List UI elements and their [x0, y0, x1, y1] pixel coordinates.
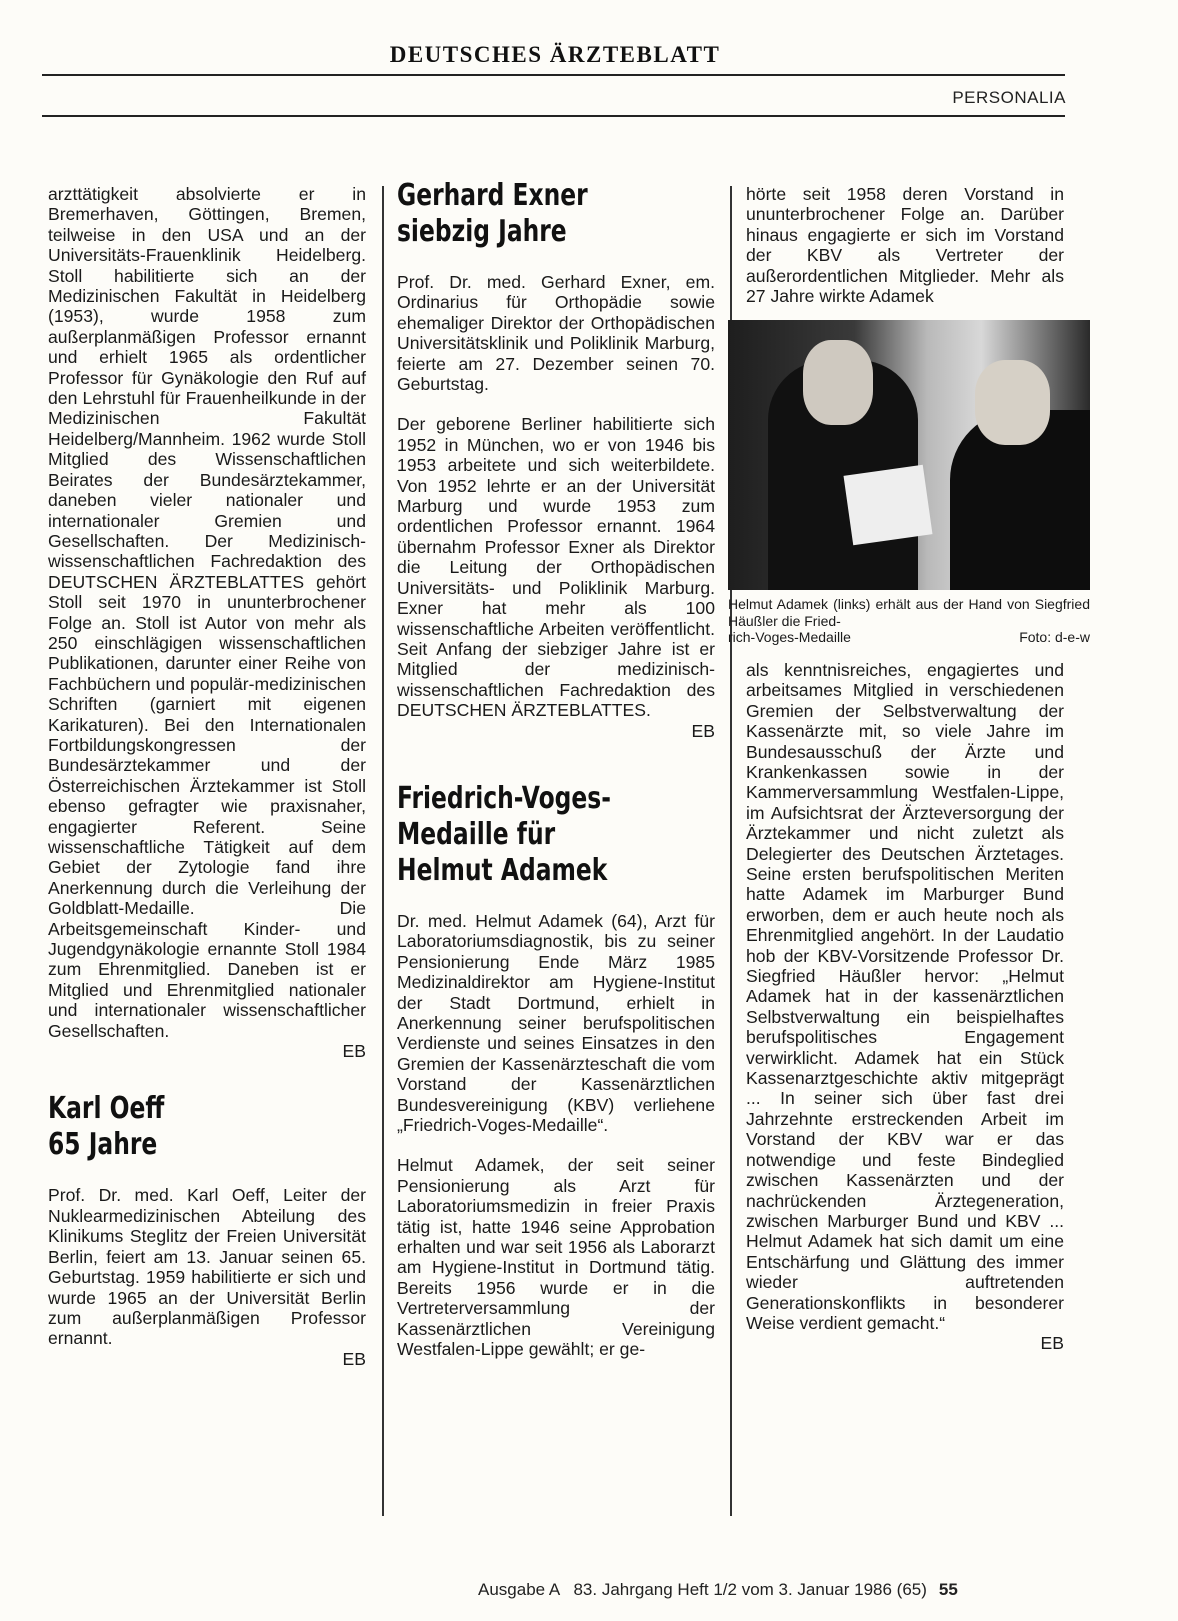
exner-headline-line2: siebzig Jahre [397, 214, 567, 249]
adamek-headline-line1: Friedrich-Voges- [397, 780, 611, 816]
oeff-article-text: Prof. Dr. med. Karl Oeff, Leiter der Nuklearmedizinischen Abteilung des Klinikums Steglitz der Freien Universität Berlin, feiert am 13. Januar seinen 65. Geburtstag. 1959 habilitierte er sich und wurde 1965 an der Universität Berlin zum außerplanmäßigen Professor ernannt. [48, 1185, 366, 1349]
oeff-headline-line1: Karl Oeff [48, 1091, 165, 1127]
oeff-signature: EB [342, 1348, 366, 1369]
photo-credit: Foto: d-e-w [1019, 629, 1090, 646]
photo-caption [728, 596, 1090, 646]
award-photo [728, 320, 1090, 590]
adamek-headline-line2: Medaille für [397, 816, 556, 852]
page-footer [478, 1580, 958, 1600]
section-rule [42, 115, 1065, 117]
exner-headline-line1: Gerhard Exner [397, 178, 588, 213]
caption-line-end: rich-Voges-Medaille [728, 629, 851, 646]
adamek-signature: EB [1040, 1333, 1064, 1354]
photo-certificate [844, 465, 933, 545]
header-rule [42, 74, 1065, 76]
exner-paragraph-1: Prof. Dr. med. Gerhard Exner, em. Ordinarius für Orthopädie sowie ehemaliger Direktor der Orthopädischen Universitätsklinik und Poliklinik Marburg, feierte am 27. Dezember seinen 70. Geburtstag. [397, 272, 715, 395]
adamek-paragraph-1: Dr. med. Helmut Adamek (64), Arzt für Laboratoriumsdiagnostik, bis zu seiner Pensionierung Ende März 1985 Medizinaldirektor am Hygiene-Institut der Stadt Dortmund, erhielt in Anerkennung seiner berufspolitischen Verdienste und seines Einsatzes in den Gremien der Kassenärzteschaft die vom Vorstand der Kassenärztlichen Bundesvereinigung (KBV) verliehene „Friedrich-Voges-Medaille“. [397, 910, 715, 1135]
exner-signature: EB [691, 720, 715, 741]
issue-info: Ausgabe A 83. Jahrgang Heft 1/2 vom 3. Januar 1986 (65) [478, 1580, 927, 1599]
column-3 [728, 184, 1090, 1354]
caption-line: Helmut Adamek (links) erhält aus der Hand von Siegfried Häußler die Fried- [728, 596, 1090, 629]
stoll-article-text: arzttätigkeit absolvierte er in Bremerhaven, Göttingen, Bremen, teilweise in den USA und an der Universitäts-Frauenklinik Heidelberg. Stoll habilitierte sich an der Medizinischen Fakultät in Heidelberg (1953), wurde 1958 zum außerplanmäßigen Professor ernannt und erhielt 1965 als ordentlicher Professor für Gynäkologie den Ruf auf den Lehrstuhl für Frauenheilkunde in der Medizinischen Fakultät Heidelberg/Mannheim. 1962 wurde Stoll Mitglied des Wissenschaftlichen Beirates der Bundesärztekammer, daneben vieler nationaler und internationaler Gremien und Gesellschaften. Der Medizinisch-wissenschaftlichen Fachredaktion des DEUTSCHEN ÄRZTEBLATTES gehört Stoll seit 1970 in ununterbrochener Folge an. Stoll ist Autor von mehr als 250 einschlägigen wissenschaftlichen Publikationen, darunter einer Reihe von Fachbüchern und populär-medizinischen Schriften (garniert mit eigenen Karikaturen). Bei den Internationalen Fortbildungskongressen der Bundesärztekammer und der Österreichischen Ärztekammer ist Stoll ebenso gefragter wie praxisnaher, engagierter Referent. Seine wissenschaftliche Tätigkeit auf dem Gebiet der Zytologie fand ihre Anerkennung durch die Verleihung der Goldblatt-Medaille. Die Arbeitsgemeinschaft Kinder- und Jugendgynäkologie ernannte Stoll 1984 zum Ehrenmitglied. Daneben ist er Mitglied und Ehrenmitglied nationaler und internationaler wissenschaftlicher Gesellschaften. [48, 184, 366, 1041]
masthead: DEUTSCHES ÄRZTEBLATT [389, 42, 721, 67]
oeff-headline-line2: 65 Jahre [48, 1127, 158, 1163]
adamek-continued-text: hörte seit 1958 deren Vorstand in ununterbrochener Folge an. Darüber hinaus engagierte er sich im Vorstand der KBV als Vertreter der außerordentlichen Mitglieder. Mehr als 27 Jahre wirkte Adamek [746, 184, 1064, 307]
adamek-closing-text: als kenntnisreiches, engagiertes und arbeitsames Mitglied in verschiedenen Gremien der Selbstverwaltung der Kassenärzte mit, so viele Jahre im Bundesausschuß der Ärzte und Krankenkassen sowie in der Kammerversammlung Westfalen-Lippe, im Aufsichtsrat der Ärzteversorgung der Ärztekammer und nicht zuletzt als Delegierter des Deutschen Ärztetages. Seine ersten berufspolitischen Meriten hatte Adamek im Marburger Bund erworben, dem er auch heute noch als Ehrenmitglied angehört. In der Laudatio hob der KBV-Vorsitzende Professor Dr. Siegfried Häußler hervor: „Helmut Adamek hat in der kassenärztlichen Selbstverwaltung ein beispielhaftes berufspolitisches Engagement verwirklicht. Adamek hat ein Stück Kassenarztgeschichte aktiv mitgeprägt ... In seiner sich über fast drei Jahrzehnte erstreckenden Arbeit im Vorstand der KBV war er das notwendige und feste Bindeglied zwischen Kassenärzten und der nachrückenden Ärztegeneration, zwischen Marburger Bund und KBV ... Helmut Adamek hat sich damit um eine Entschärfung und Glättung des immer wieder auftretenden Generationskonflikts in besonderer Weise verdient gemacht.“ [746, 659, 1064, 1333]
stoll-signature: EB [342, 1041, 366, 1062]
exner-paragraph-2: Der geborene Berliner habilitierte sich 1952 in München, wo er von 1946 bis 1953 arbeitete und sich weiterbildete. Von 1952 lehrte er an der Universität Marburg und wurde 1953 zum ordentlichen Professor ernannt. 1964 übernahm Professor Exner als Direktor die Leitung der Orthopädischen Universitäts- und Poliklinik Marburg. Exner hat mehr als 100 wissenschaftliche Arbeiten veröffentlicht. Seit Anfang der siebziger Jahre ist er Mitglied der medizinisch-wissenschaftlichen Fachredaktion des DEUTSCHEN ÄRZTEBLATTES. [397, 414, 715, 721]
photo-face-left [803, 340, 873, 425]
column-1 [48, 184, 366, 1369]
section-label: PERSONALIA [952, 88, 1066, 107]
adamek-headline-line3: Helmut Adamek [397, 852, 608, 888]
column-2 [397, 178, 715, 1360]
column-divider [382, 186, 384, 1516]
page-number: 55 [938, 1580, 958, 1599]
adamek-paragraph-2: Helmut Adamek, der seit seiner Pensionierung als Arzt für Laboratoriumsmedizin in freier Praxis tätig ist, hatte 1946 seine Approbation erhalten und war seit 1956 als Laborarzt am Hygiene-Institut in Dortmund tätig. Bereits 1956 wurde er in die Vertreterversammlung der Kassenärztlichen Vereinigung Westfalen-Lippe gewählt; er ge- [397, 1155, 715, 1360]
photo-face-right [975, 360, 1050, 445]
